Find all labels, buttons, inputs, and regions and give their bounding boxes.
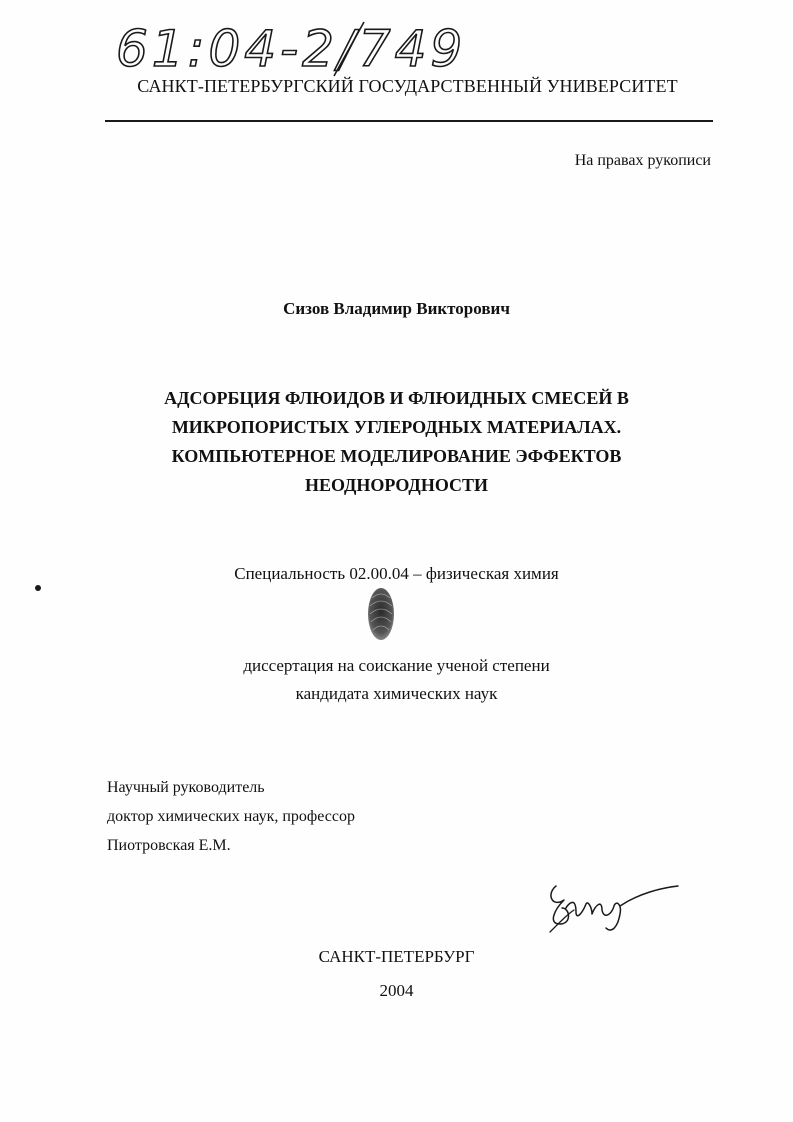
dissertation-title: [0, 384, 793, 500]
degree-line: диссертация на соискание ученой степени: [243, 656, 550, 675]
supervisor-line: Пиотровская Е.М.: [107, 837, 231, 854]
title-line: МИКРОПОРИСТЫХ УГЛЕРОДНЫХ МАТЕРИАЛАХ.: [171, 417, 622, 437]
author-name: Сизов Владимир Викторович: [283, 299, 510, 318]
scan-dot: [35, 585, 41, 591]
city: САНКТ-ПЕТЕРБУРГ: [318, 947, 475, 966]
signature: [542, 874, 682, 940]
handwritten-number-text: 61:04-2/749: [116, 20, 467, 78]
fingerprint-icon: [366, 586, 396, 642]
degree-statement: [0, 652, 793, 708]
title-line: АДСОРБЦИЯ ФЛЮИДОВ И ФЛЮИДНЫХ СМЕСЕЙ В: [164, 388, 629, 408]
specialty-line: Специальность 02.00.04 – физическая химия: [234, 564, 559, 583]
title-line: КОМПЬЮТЕРНОЕ МОДЕЛИРОВАНИЕ ЭФФЕКТОВ: [171, 446, 622, 466]
handwritten-call-number: [112, 14, 492, 80]
degree-line: кандидата химических наук: [295, 684, 498, 703]
manuscript-rights-note: На правах рукописи: [574, 152, 711, 169]
title-line: НЕОДНОРОДНОСТИ: [304, 475, 489, 495]
header-divider: [105, 120, 713, 122]
year: 2004: [379, 981, 414, 1000]
supervisor-line: Научный руководитель: [107, 779, 265, 796]
fingerprint-mark: [366, 586, 396, 642]
signature-icon: [542, 874, 682, 940]
supervisor-line: доктор химических наук, профессор: [107, 808, 355, 825]
handwritten-number-icon: [112, 14, 492, 80]
university-name: САНКТ-ПЕТЕРБУРГСКИЙ ГОСУДАРСТВЕННЫЙ УНИВЕРСИТЕТ: [137, 76, 678, 96]
supervisor-block: [107, 773, 355, 860]
